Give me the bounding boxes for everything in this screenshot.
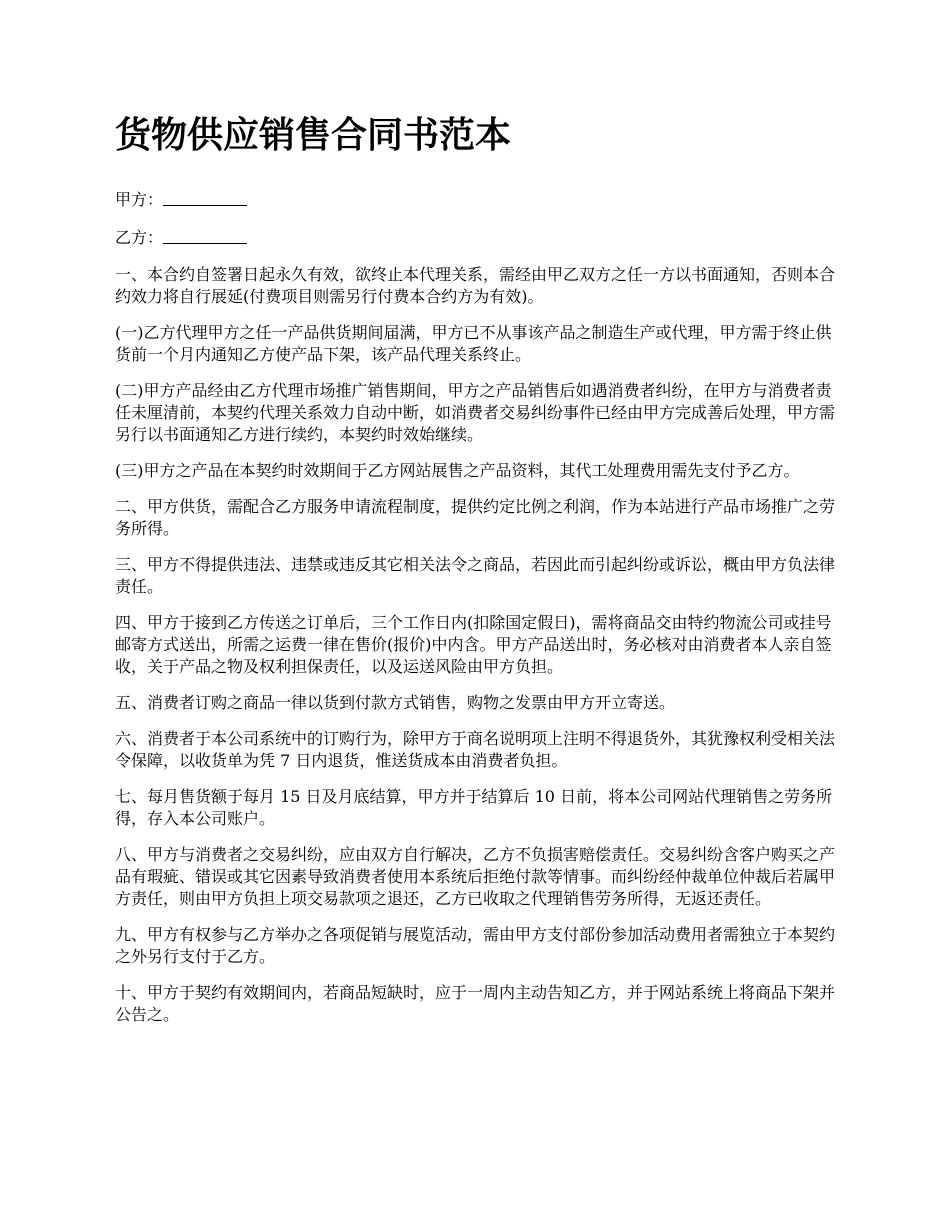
document-title: 货物供应销售合同书范本 (115, 115, 512, 156)
clause-4: 四、甲方于接到乙方传送之订单后，三个工作日内(扣除国定假日)，需将商品交由特约物流公司或挂号邮寄方式送出，所需之运费一律在售价(报价)中内含。甲方产品送出时，务必核对由消费者本人亲自签收，关于产品之物及权利担保责任，以及运送风险由甲方负担。 (115, 613, 832, 676)
party-a-label: 甲方： (115, 190, 164, 209)
clause-1-sub-1: (一)乙方代理甲方之任一产品供货期间届满，甲方已不从事该产品之制造生产或代理，甲方需于终止供货前一个月内通知乙方使产品下架，该产品代理关系终止。 (115, 323, 832, 364)
clause-5: 五、消费者订购之商品一律以货到付款方式销售，购物之发票由甲方开立寄送。 (115, 693, 676, 712)
clause-1-sub-2: (二)甲方产品经由乙方代理市场推广销售期间，甲方之产品销售后如遇消费者纠纷，在甲方与消费者责任未厘清前，本契约代理关系效力自动中断，如消费者交易纠纷事件已经由甲方完成善后处理，甲方需另行以书面通知乙方进行续约，本契约时效始继续。 (115, 381, 836, 444)
clause-10: 十、甲方于契约有效期间内，若商品短缺时，应于一周内主动告知乙方，并于网站系统上将商品下架并公告之。 (115, 983, 836, 1024)
clause-6: 六、消费者于本公司系统中的订购行为，除甲方于商名说明项上注明不得退货外，其犹豫权利受相关法令保障，以收货单为凭 7 日内退货，惟送货成本由消费者负担。 (115, 729, 836, 770)
clause-7: 七、每月售货额于每月 15 日及月底结算，甲方并于结算后 10 日前，将本公司网站代理销售之劳务所得，存入本公司账户。 (115, 787, 833, 828)
clause-2: 二、甲方供货，需配合乙方服务申请流程制度，提供约定比例之利润，作为本站进行产品市场推广之劳务所得。 (115, 497, 836, 538)
document-body (115, 112, 845, 1040)
clause-9: 九、甲方有权参与乙方举办之各项促销与展览活动，需由甲方支付部份参加活动费用者需独立于本契约之外另行支付于乙方。 (115, 925, 836, 966)
clause-3: 三、甲方不得提供违法、违禁或违反其它相关法令之商品，若因此而引起纠纷或诉讼，概由甲方负法律责任。 (115, 555, 836, 596)
clause-8: 八、甲方与消费者之交易纠纷，应由双方自行解决，乙方不负损害赔偿责任。交易纠纷含客户购买之产品有瑕疵、错误或其它因素导致消费者使用本系统后拒绝付款等情事。而纠纷经仲裁单位仲裁后若属甲方责任，则由甲方负担上项交易款项之退还，乙方已收取之代理销售劳务所得，无返还责任。 (115, 845, 836, 908)
clause-1-sub-3: (三)甲方之产品在本契约时效期间于乙方网站展售之产品资料，其代工处理费用需先支付予乙方。 (115, 461, 800, 480)
party-b-line (115, 226, 845, 248)
clause-1: 一、本合约自签署日起永久有效，欲终止本代理关系，需经由甲乙双方之任一方以书面通知，否则本合约效力将自行展延(付费项目则需另行付费本合约方为有效)。 (115, 265, 836, 306)
party-b-blank (163, 227, 247, 244)
party-a-line (115, 188, 845, 210)
party-a-blank (163, 189, 247, 206)
party-b-label: 乙方： (115, 228, 164, 247)
